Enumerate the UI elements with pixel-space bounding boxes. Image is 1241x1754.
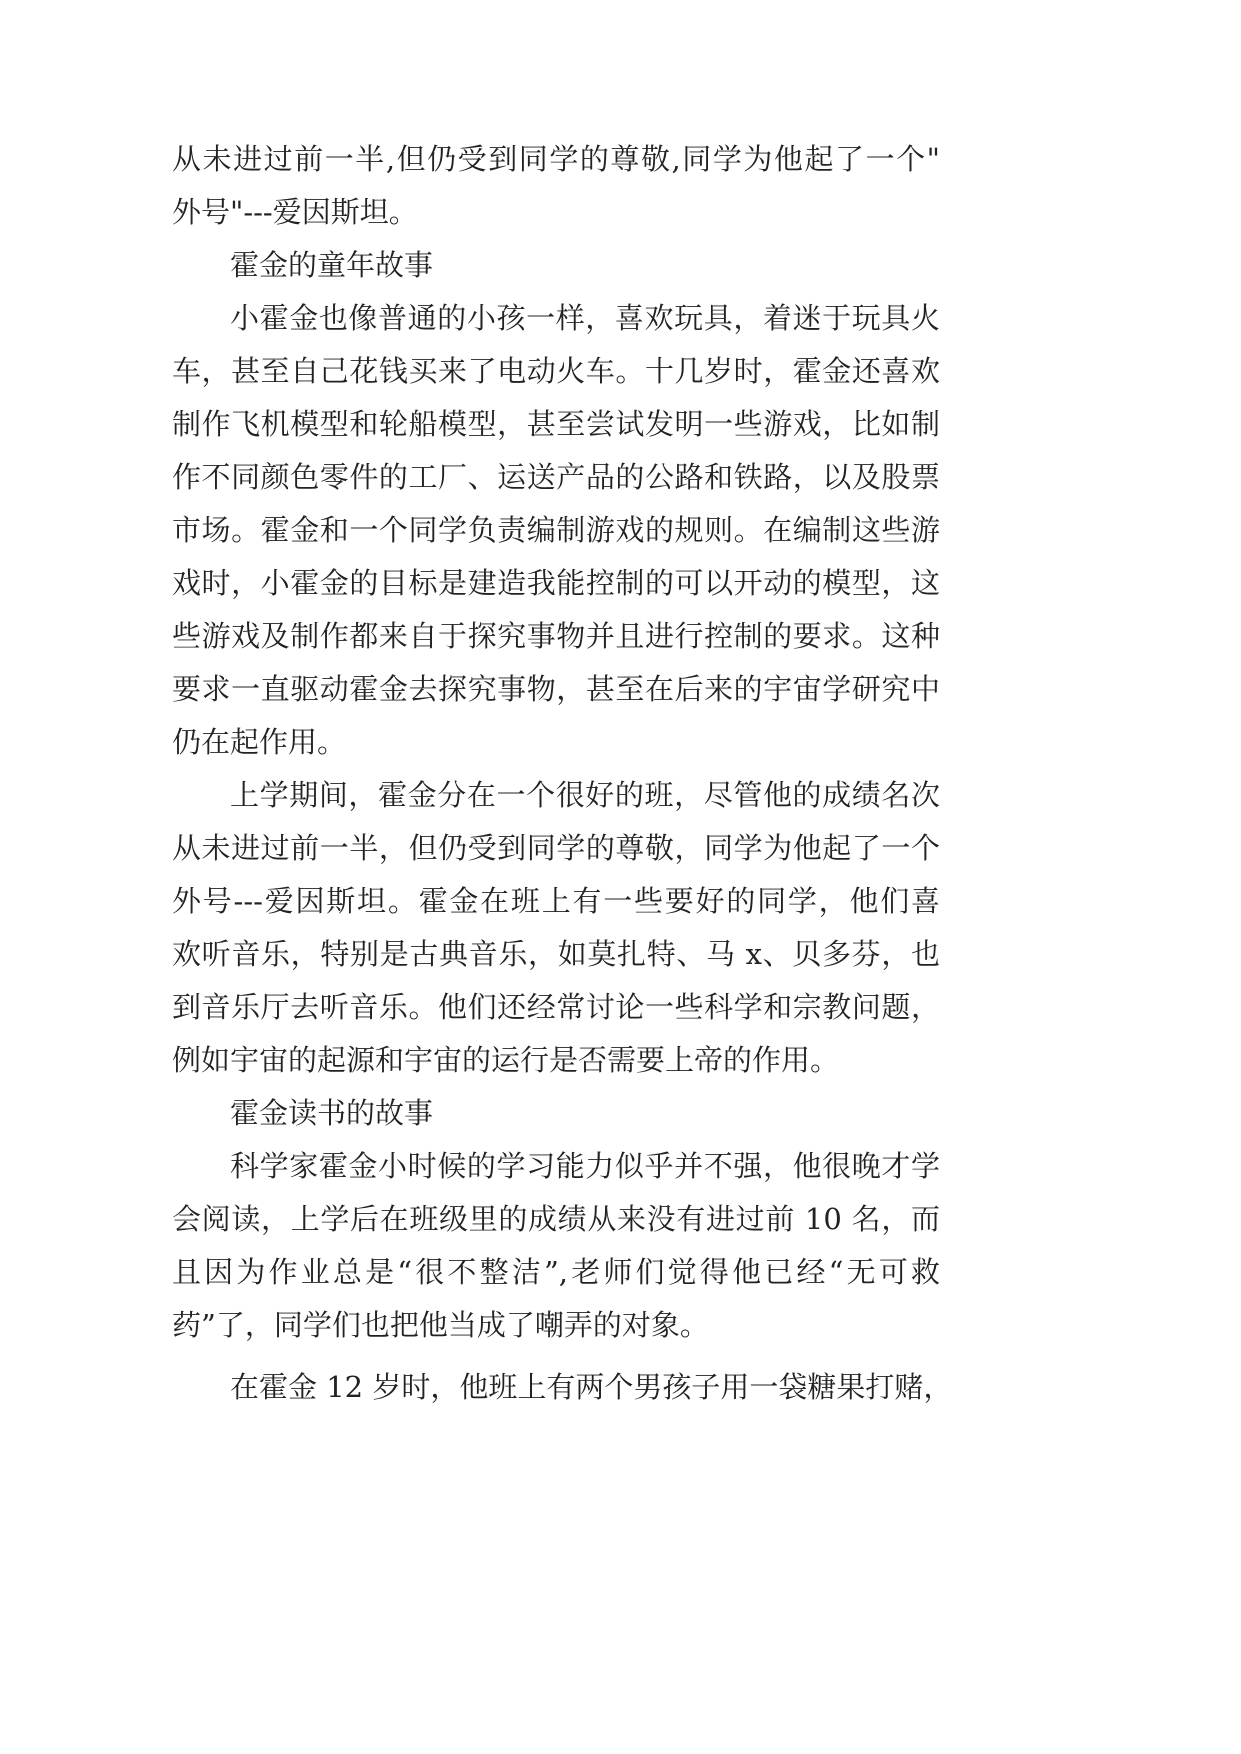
- text-line: 仍在起作用。: [172, 725, 347, 759]
- section-heading: [172, 239, 940, 292]
- paragraph: [172, 133, 940, 239]
- paragraph: [172, 292, 940, 769]
- text-line: 在霍金 12 岁时，他班上有两个男孩子用一袋糖果打赌，: [230, 1370, 953, 1404]
- text-line: 些游戏及制作都来自于探究事物并且进行控制的要求。这种: [172, 619, 940, 653]
- text-line: 戏时，小霍金的目标是建造我能控制的可以开动的模型，这: [172, 566, 940, 600]
- text-line: 外号---爱因斯坦。霍金在班上有一些要好的同学，他们喜: [172, 884, 940, 918]
- text-line: 市场。霍金和一个同学负责编制游戏的规则。在编制这些游: [172, 513, 940, 547]
- text-line: 小霍金也像普通的小孩一样，喜欢玩具，着迷于玩具火: [230, 301, 940, 335]
- text-line: 科学家霍金小时候的学习能力似乎并不强，他很晚才学: [230, 1149, 940, 1183]
- text-line: 会阅读，上学后在班级里的成绩从来没有进过前 10 名，而: [172, 1202, 940, 1236]
- document-text: [172, 133, 953, 1414]
- section-heading-text: 霍金读书的故事: [230, 1096, 434, 1130]
- text-line: 上学期间，霍金分在一个很好的班，尽管他的成绩名次: [230, 778, 940, 812]
- text-line: 制作飞机模型和轮船模型，甚至尝试发明一些游戏，比如制: [172, 407, 940, 441]
- text-line: 且因为作业总是“很不整洁”,老师们觉得他已经“无可救: [172, 1255, 940, 1289]
- text-line: 从未进过前一半,但仍受到同学的尊敬,同学为他起了一个": [172, 142, 940, 176]
- text-line: 作不同颜色零件的工厂、运送产品的公路和铁路，以及股票: [172, 460, 940, 494]
- text-line: 药”了，同学们也把他当成了嘲弄的对象。: [172, 1308, 709, 1342]
- paragraph: [172, 769, 940, 1087]
- text-line: 车，甚至自己花钱买来了电动火车。十几岁时，霍金还喜欢: [172, 354, 940, 388]
- section-heading: [172, 1087, 940, 1140]
- text-line: 要求一直驱动霍金去探究事物，甚至在后来的宇宙学研究中: [172, 672, 940, 706]
- text-line: 例如宇宙的起源和宇宙的运行是否需要上帝的作用。: [172, 1043, 840, 1077]
- paragraph: [172, 1361, 953, 1414]
- text-line: 欢听音乐，特别是古典音乐，如莫扎特、马 x、贝多芬，也: [172, 937, 940, 971]
- section-heading-text: 霍金的童年故事: [230, 248, 434, 282]
- paragraph: [172, 1140, 940, 1352]
- text-line: 到音乐厅去听音乐。他们还经常讨论一些科学和宗教问题，: [172, 990, 940, 1024]
- text-line: 从未进过前一半，但仍受到同学的尊敬，同学为他起了一个: [172, 831, 940, 865]
- text-line: 外号"---爱因斯坦。: [172, 195, 418, 229]
